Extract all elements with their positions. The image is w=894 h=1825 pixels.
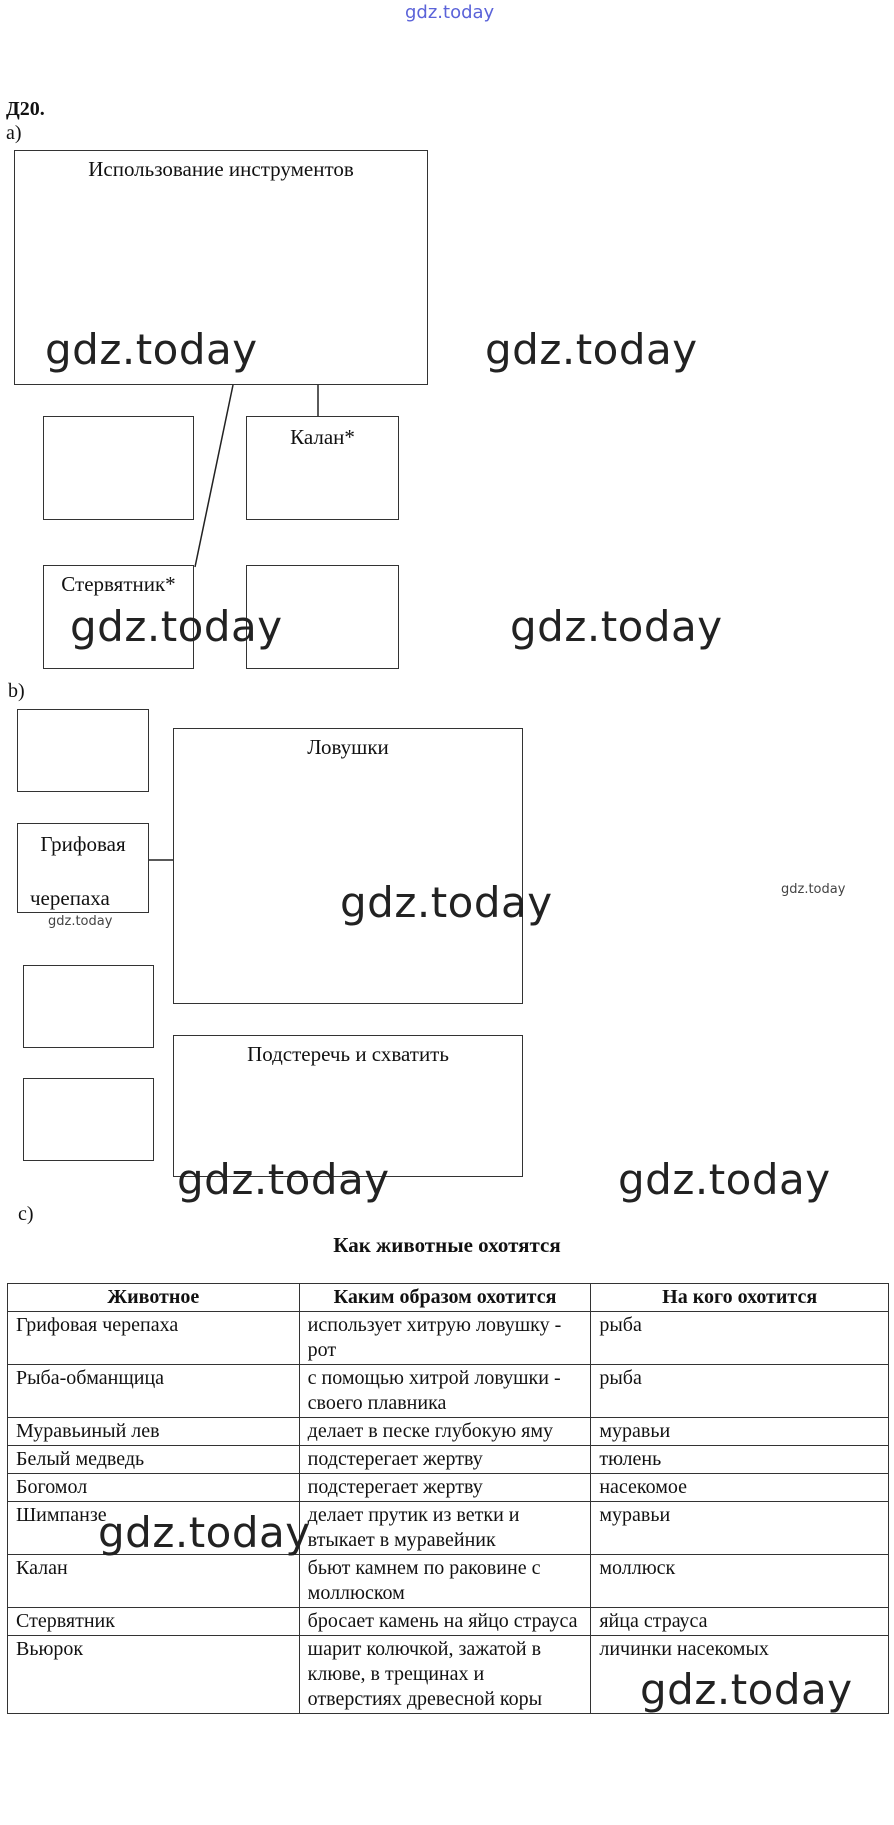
box-turtle-label-1: Грифовая bbox=[40, 832, 126, 856]
box-traps bbox=[173, 728, 523, 1004]
cell-method: бросает камень на яйцо страуса bbox=[299, 1608, 591, 1636]
watermark: gdz.today bbox=[510, 602, 723, 651]
header-prey: На кого охотится bbox=[591, 1284, 889, 1312]
part-c-label: c) bbox=[18, 1203, 34, 1225]
cell-animal: Вьюрок bbox=[8, 1636, 300, 1714]
hunting-table bbox=[7, 1283, 889, 1714]
box-empty-b2 bbox=[23, 965, 154, 1048]
cell-method: использует хитрую ловушку - рот bbox=[299, 1312, 591, 1365]
watermark: gdz.today bbox=[45, 325, 258, 374]
box-tool-use-label: Использование инструментов bbox=[88, 157, 354, 181]
cell-animal: Шимпанзе bbox=[8, 1502, 300, 1555]
watermark: gdz.today bbox=[485, 325, 698, 374]
cell-prey: рыба bbox=[591, 1312, 889, 1365]
cell-prey: яйца страуса bbox=[591, 1608, 889, 1636]
connector-stervyatnik bbox=[195, 385, 233, 567]
cell-animal: Грифовая черепаха bbox=[8, 1312, 300, 1365]
cell-method: подстерегает жертву bbox=[299, 1474, 591, 1502]
cell-prey: насекомое bbox=[591, 1474, 889, 1502]
header-animal: Животное bbox=[8, 1284, 300, 1312]
cell-animal: Муравьиный лев bbox=[8, 1418, 300, 1446]
watermark: gdz.today bbox=[618, 1155, 831, 1204]
cell-prey: рыба bbox=[591, 1365, 889, 1418]
watermark: gdz.today bbox=[340, 878, 553, 927]
cell-method: делает прутик из ветки и втыкает в муравейник bbox=[299, 1502, 591, 1555]
cell-prey: моллюск bbox=[591, 1555, 889, 1608]
box-empty-b1 bbox=[17, 709, 149, 792]
table-title: Как животные охотятся bbox=[333, 1233, 561, 1257]
box-kalan-label: Калан* bbox=[290, 425, 355, 449]
cell-prey: муравьи bbox=[591, 1418, 889, 1446]
cell-method: подстерегает жертву bbox=[299, 1446, 591, 1474]
watermark: gdz.today bbox=[640, 1665, 853, 1714]
cell-method: бьют камнем по раковине с моллюском bbox=[299, 1555, 591, 1608]
watermark-small: gdz.today bbox=[48, 914, 113, 929]
table-row bbox=[8, 1418, 889, 1446]
cell-animal: Стервятник bbox=[8, 1608, 300, 1636]
part-b-label: b) bbox=[8, 680, 25, 702]
table-row bbox=[8, 1474, 889, 1502]
cell-method: шарит колючкой, зажатой в клюве, в трещинах и отверстиях древесной коры bbox=[299, 1636, 591, 1714]
task-number: Д20. bbox=[6, 98, 45, 120]
box-empty-b3 bbox=[23, 1078, 154, 1161]
watermark: gdz.today bbox=[98, 1508, 311, 1557]
cell-animal: Калан bbox=[8, 1555, 300, 1608]
box-turtle bbox=[17, 823, 149, 913]
box-kalan bbox=[246, 416, 399, 520]
table-row bbox=[8, 1446, 889, 1474]
cell-prey: муравьи bbox=[591, 1502, 889, 1555]
table-row bbox=[8, 1608, 889, 1636]
part-a-label: a) bbox=[6, 122, 22, 144]
box-traps-label: Ловушки bbox=[307, 735, 389, 759]
watermark: gdz.today bbox=[177, 1155, 390, 1204]
box-ambush-label: Подстеречь и схватить bbox=[247, 1042, 449, 1066]
box-stervyatnik-label: Стервятник* bbox=[61, 572, 176, 596]
table-row bbox=[8, 1365, 889, 1418]
cell-animal: Рыба-обманщица bbox=[8, 1365, 300, 1418]
box-empty-a1 bbox=[43, 416, 194, 520]
header-method: Каким образом охотится bbox=[299, 1284, 591, 1312]
table-row bbox=[8, 1312, 889, 1365]
table-header-row bbox=[8, 1284, 889, 1312]
cell-method: делает в песке глубокую яму bbox=[299, 1418, 591, 1446]
cell-prey: тюлень bbox=[591, 1446, 889, 1474]
table-row bbox=[8, 1555, 889, 1608]
cell-method: с помощью хитрой ловушки - своего плавника bbox=[299, 1365, 591, 1418]
watermark: gdz.today bbox=[70, 602, 283, 651]
cell-animal: Белый медведь bbox=[8, 1446, 300, 1474]
top-watermark: gdz.today bbox=[405, 2, 495, 23]
cell-prey: личинки насекомых bbox=[591, 1636, 889, 1714]
box-turtle-label-2: черепаха bbox=[30, 886, 110, 910]
cell-animal: Богомол bbox=[8, 1474, 300, 1502]
watermark-small: gdz.today bbox=[781, 882, 846, 897]
